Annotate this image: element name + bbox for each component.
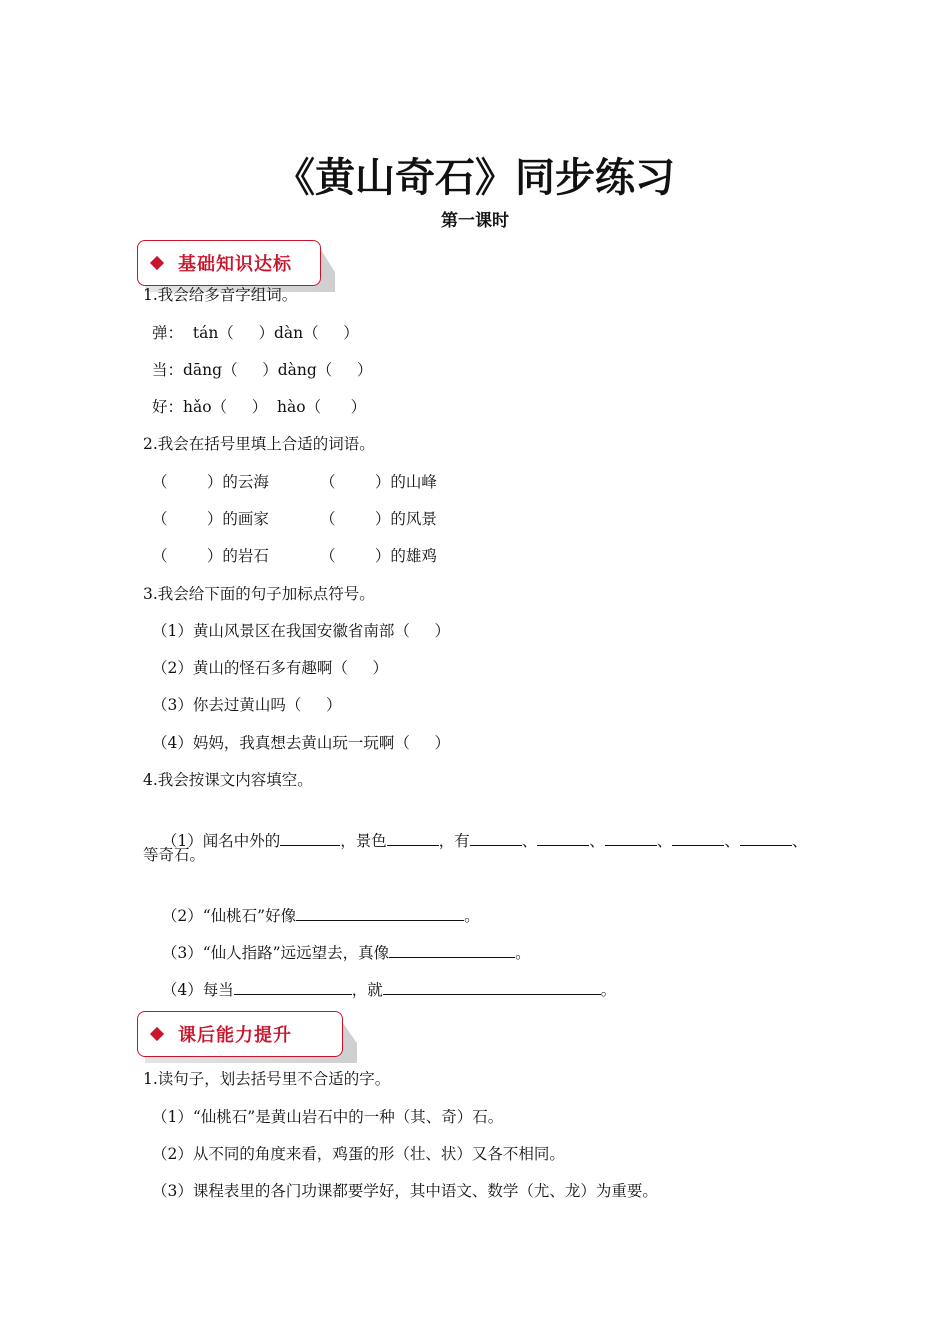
q1-line: 当：dāng（ ）dàng（ ）: [152, 361, 373, 379]
fill-blank[interactable]: [605, 829, 657, 846]
q4-text: （2）“仙桃石”好像: [161, 907, 297, 925]
q3-line: （3）你去过黄山吗（ ）: [152, 696, 342, 714]
separator: 、: [521, 832, 538, 850]
q2-left-item: （ ）的云海: [152, 473, 269, 491]
page-title: 《黄山奇石》同步练习: [275, 155, 675, 201]
separator: 、: [589, 832, 605, 850]
q4-line-1: [152, 807, 807, 852]
section-label: 课后能力提升: [178, 1025, 292, 1046]
question-2-title: 2.我会在括号里填上合适的词语。: [143, 435, 375, 453]
q4-line-4: [152, 956, 616, 1001]
fill-blank[interactable]: [537, 829, 589, 846]
fill-blank[interactable]: [740, 829, 792, 846]
fill-blank[interactable]: [672, 829, 724, 846]
q4-text: 。: [515, 944, 531, 962]
fill-blank[interactable]: [387, 829, 439, 846]
q1-line: 弹： tán（ ）dàn（ ）: [152, 324, 359, 342]
separator: 、: [791, 832, 808, 850]
separator: 、: [656, 832, 673, 850]
diamond-icon: [150, 256, 164, 270]
p2-line: （3）课程表里的各门功课都要学好，其中语文、数学（尤、龙）为重要。: [152, 1182, 658, 1200]
p2-line: （2）从不同的角度来看，鸡蛋的形（壮、状）又各不相同。: [152, 1145, 565, 1163]
q4-text: ，有: [438, 832, 470, 850]
q2-left-item: （ ）的岩石: [152, 547, 269, 565]
q3-line: （2）黄山的怪石多有趣啊（ ）: [152, 659, 388, 677]
q3-line: （4）妈妈，我真想去黄山玩一玩啊（ ）: [152, 734, 450, 752]
q2-right-item: （ ）的山峰: [320, 473, 437, 491]
fill-blank[interactable]: [280, 829, 340, 846]
q4-line-1-continued: 等奇石。: [143, 846, 206, 864]
q3-line: （1）黄山风景区在我国安徽省南部（ ）: [152, 622, 450, 640]
q2-right-item: （ ）的雄鸡: [320, 547, 437, 565]
q2-left-item: （ ）的画家: [152, 510, 269, 528]
section-badge-basic: [137, 240, 321, 286]
q4-text: 。: [464, 907, 480, 925]
q4-text: ，景色: [340, 832, 387, 850]
section-label: 基础知识达标: [178, 254, 292, 275]
p2-line: （1）“仙桃石”是黄山岩石中的一种（其、奇）石。: [152, 1108, 504, 1126]
q4-text: （4）每当: [161, 981, 234, 999]
q4-text: （1）闻名中外的: [161, 832, 281, 850]
section-badge-advanced: [137, 1011, 343, 1057]
fill-blank[interactable]: [234, 978, 352, 995]
q4-text: （3）“仙人指路”远远望去，真像: [161, 944, 390, 962]
fill-blank[interactable]: [470, 829, 522, 846]
page-subtitle: 第一课时: [441, 211, 509, 231]
diamond-icon: [150, 1027, 164, 1041]
q2-right-item: （ ）的风景: [320, 510, 437, 528]
part2-question-1-title: 1.读句子，划去括号里不合适的字。: [143, 1070, 391, 1088]
fill-blank[interactable]: [383, 978, 601, 995]
question-1-title: 1.我会给多音字组词。: [143, 286, 298, 304]
q4-text: ，就: [351, 981, 383, 999]
question-3-title: 3.我会给下面的句子加标点符号。: [143, 585, 375, 603]
separator: 、: [724, 832, 740, 850]
q4-text: 。: [600, 981, 617, 999]
question-4-title: 4.我会按课文内容填空。: [143, 771, 313, 789]
q1-line: 好：hǎo（ ） hào（ ）: [152, 398, 367, 416]
